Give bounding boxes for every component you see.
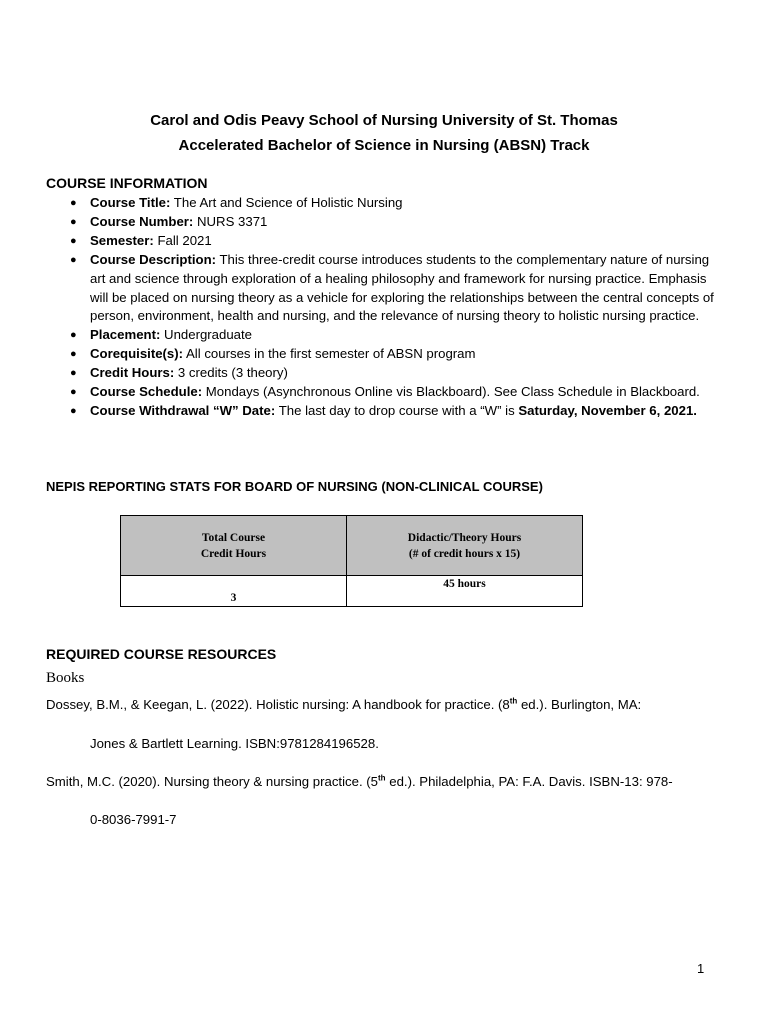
list-item-credit-hours xyxy=(70,364,720,383)
item-value: Undergraduate xyxy=(160,327,253,343)
credit-hours-value: 3 xyxy=(230,592,237,604)
header-text: Total Course xyxy=(201,531,266,544)
bullet-icon: ● xyxy=(70,197,77,209)
item-label: Semester: xyxy=(90,232,154,248)
item-label: Course Number: xyxy=(90,213,194,229)
cell-theory-hours xyxy=(347,576,583,607)
item-label: Course Schedule: xyxy=(90,384,203,400)
list-item-corequisites xyxy=(70,345,720,364)
book-reference-1-continued: Jones & Bartlett Learning. ISBN:9781284196528. xyxy=(90,736,379,751)
bullet-icon: ● xyxy=(70,367,77,380)
item-value: The Art and Science of Holistic Nursing xyxy=(170,195,403,210)
header-cell-credit-hours xyxy=(121,516,347,576)
book-reference-1 xyxy=(46,697,641,712)
edition-superscript: th xyxy=(378,773,386,783)
item-label: Course Description: xyxy=(90,251,217,267)
nepis-stats-heading: NEPIS REPORTING STATS FOR BOARD OF NURSING (NON-CLINICAL COURSE) xyxy=(46,479,543,494)
reference-text: Dossey, B.M., & Keegan, L. (2022). Holistic nursing: A handbook for practice. (8 xyxy=(46,697,510,712)
table-row xyxy=(121,576,583,607)
bullet-icon: ● xyxy=(70,215,77,228)
list-item-semester xyxy=(70,232,720,251)
bullet-icon: ● xyxy=(70,253,77,266)
school-name-heading: Carol and Odis Peavy School of Nursing University of St. Thomas xyxy=(150,112,618,129)
header-text: Didactic/Theory Hours xyxy=(407,531,522,544)
reference-text: ed.). Philadelphia, PA: F.A. Davis. ISBN-13: 978- xyxy=(385,774,673,789)
item-label: Credit Hours: xyxy=(90,365,175,381)
header-cell-theory-hours xyxy=(347,516,583,576)
item-value: The last day to drop course with a “W” is xyxy=(275,402,519,418)
item-value: Fall 2021 xyxy=(153,232,212,248)
course-information-heading: COURSE INFORMATION xyxy=(46,175,208,191)
list-item-course-schedule xyxy=(70,383,720,402)
list-item-course-title xyxy=(70,194,720,213)
book-reference-2 xyxy=(46,774,673,789)
bullet-icon: ● xyxy=(70,329,77,342)
book-reference-2-continued: 0-8036-7991-7 xyxy=(90,812,177,827)
reference-text: Smith, M.C. (2020). Nursing theory & nursing practice. (5 xyxy=(46,774,379,789)
reference-text: ed.). Burlington, MA: xyxy=(517,697,642,712)
books-subheading: Books xyxy=(46,670,85,686)
bullet-icon: ● xyxy=(70,404,77,417)
program-track-heading: Accelerated Bachelor of Science in Nursing (ABSN) Track xyxy=(178,137,590,154)
bullet-icon: ● xyxy=(70,386,77,399)
bullet-icon: ● xyxy=(70,348,77,361)
list-item-placement xyxy=(70,326,720,345)
table-header-row xyxy=(121,516,583,576)
item-value: Mondays (Asynchronous Online vis Blackboard). See Class Schedule in Blackboard. xyxy=(202,384,700,400)
item-label: Corequisite(s): xyxy=(90,346,184,362)
required-resources-heading: REQUIRED COURSE RESOURCES xyxy=(46,646,277,662)
header-text: Credit Hours xyxy=(200,547,267,560)
edition-superscript: th xyxy=(509,696,518,706)
withdrawal-date-value: Saturday, November 6, 2021. xyxy=(518,402,697,418)
list-item-withdrawal-date xyxy=(70,402,720,421)
page-number: 1 xyxy=(697,961,705,976)
course-information-list xyxy=(70,194,720,421)
bullet-icon: ● xyxy=(70,234,77,247)
item-value: 3 credits (3 theory) xyxy=(174,365,288,381)
cell-credit-hours xyxy=(121,576,347,607)
nepis-stats-table xyxy=(120,515,583,607)
list-item-course-description xyxy=(70,251,720,327)
item-label: Placement: xyxy=(90,327,161,343)
item-label: Course Withdrawal “W” Date: xyxy=(90,402,276,418)
item-value: This three-credit course introduces students to the complementary nature of nursing art and science through exploration of a healing philosophy and framework for nursing practice. Emphasis will be placed on nursing theory as a vehicle for exploring the relationships between the central concepts of person, environment, health and nursing, and the relevance of nursing theory to holistic nursing practice. xyxy=(90,251,714,324)
item-value: NURS 3371 xyxy=(193,213,268,229)
list-item-course-number xyxy=(70,213,720,232)
header-text: (# of credit hours x 15) xyxy=(408,547,521,560)
theory-hours-value: 45 hours xyxy=(443,578,486,590)
item-label: Course Title: xyxy=(90,195,171,210)
item-value: All courses in the first semester of ABSN program xyxy=(183,346,476,362)
